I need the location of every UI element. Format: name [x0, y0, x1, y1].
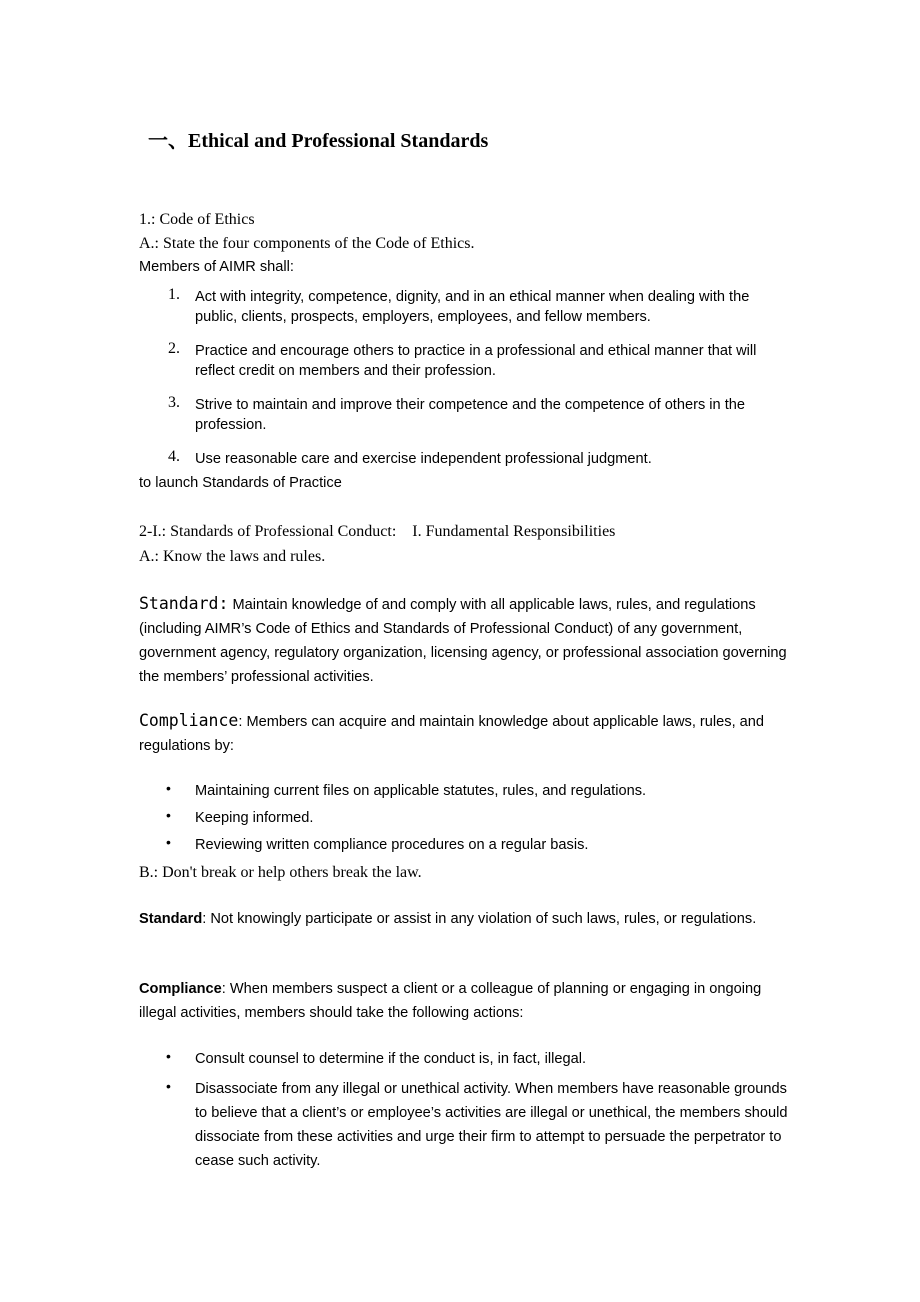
compliance-label: Compliance [139, 981, 222, 997]
part-b-standard-paragraph [139, 907, 789, 931]
list-item: Practice and encourage others to practice in a professional and ethical manner that will reflect credit on members and their profession. [195, 343, 757, 379]
list-item: Strive to maintain and improve their competence and the competence of others in the profession. [195, 397, 746, 433]
list-item: Act with integrity, competence, dignity, and in an ethical manner when dealing with the public, clients, prospects, employers, employees, and fellow members. [195, 289, 750, 325]
compliance-text: : Members can acquire and maintain knowledge about applicable laws, rules, and regulations by: [139, 714, 765, 754]
section-1-intro: Members of AIMR shall: [139, 259, 294, 275]
bullet-item: Reviewing written compliance procedures on a regular basis. [195, 837, 589, 853]
bullet-item: Disassociate from any illegal or unethical activity. When members have reasonable grounds to believe that a client’s or employee’s activities are illegal or unethical, the members should dissociate from these activities and urge their firm to attempt to persuade the perpetrator to cease such activity. [195, 1081, 788, 1169]
bullet-icon: • [166, 1048, 171, 1064]
standard-text: : Not knowingly participate or assist in any violation of such laws, rules, or regulations. [202, 911, 757, 927]
bullet-item: Keeping informed. [195, 810, 314, 826]
standard-label: Standard [139, 911, 203, 927]
list-number: 1. [168, 286, 180, 303]
section-2-title: 2-I.: Standards of Professional Conduct: I. Fundamental Responsibilities [139, 523, 616, 540]
part-b-question: B.: Don't break or help others break the law. [139, 864, 422, 881]
page-title: 一、Ethical and Professional Standards [148, 130, 489, 152]
bullet-icon: • [166, 780, 171, 796]
compliance-text: : When members suspect a client or a colleague of planning or engaging in ongoing illegal activities, members should take the following actions: [139, 981, 762, 1021]
bullet-item: Maintaining current files on applicable statutes, rules, and regulations. [195, 783, 647, 799]
part-a-compliance-paragraph [139, 709, 789, 758]
part-a-standard-paragraph [139, 592, 789, 689]
section-1-question: A.: State the four components of the Code of Ethics. [139, 235, 475, 252]
list-number: 3. [168, 394, 180, 411]
list-item: Use reasonable care and exercise independent professional judgment. [195, 451, 652, 467]
standard-text: Maintain knowledge of and comply with all applicable laws, rules, and regulations (including AIMR’s Code of Ethics and Standards of Professional Conduct) of any government, government agency, regulatory organization, licensing agency, or professional association governing the members’ professional activities. [139, 597, 787, 685]
bullet-icon: • [166, 834, 171, 850]
list-number: 4. [168, 448, 180, 465]
section-1-footer: to launch Standards of Practice [139, 475, 342, 491]
bullet-icon: • [166, 807, 171, 823]
standard-label: Standard: [139, 594, 229, 613]
bullet-item: Consult counsel to determine if the conduct is, in fact, illegal. [195, 1051, 586, 1067]
part-a-question: A.: Know the laws and rules. [139, 548, 326, 565]
section-1-title: 1.: Code of Ethics [139, 211, 255, 228]
list-number: 2. [168, 340, 180, 357]
part-b-compliance-paragraph [139, 977, 789, 1025]
compliance-label: Compliance [139, 711, 239, 730]
bullet-icon: • [166, 1078, 171, 1094]
